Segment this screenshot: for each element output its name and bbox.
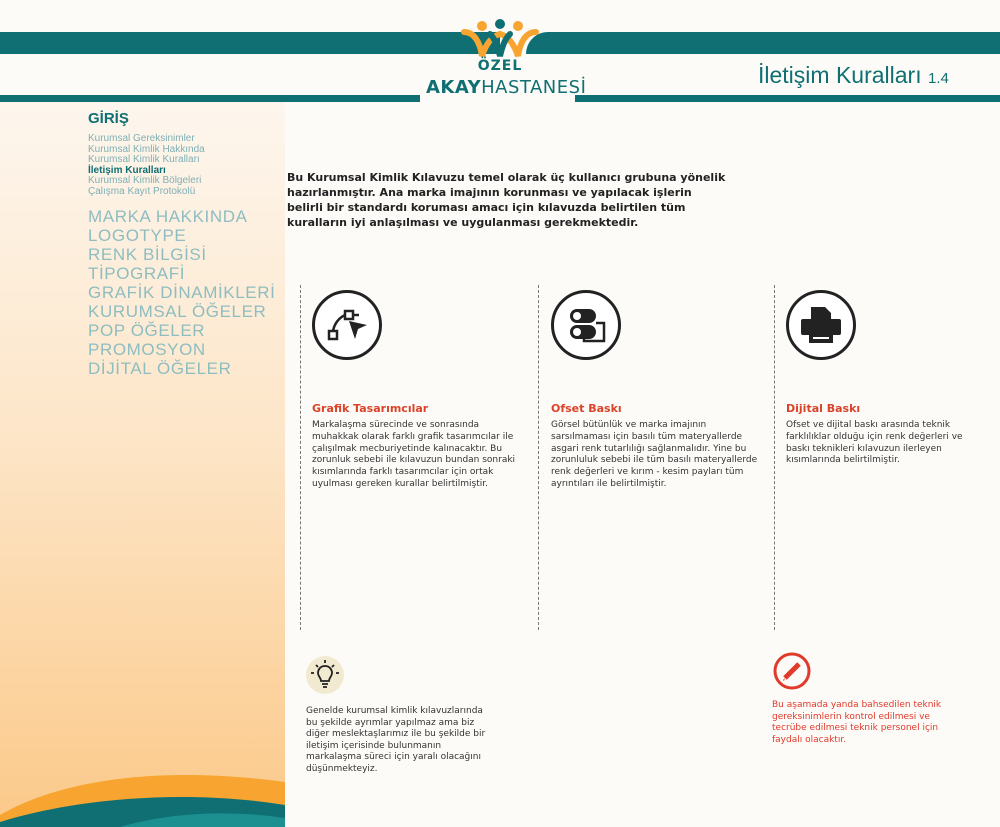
column-title-dijital-baski: Dijital Baskı (786, 402, 861, 415)
sidebar-main-menu (88, 207, 275, 378)
sidebar-item-kurumsal-kimlik-kurallari[interactable]: Kurumsal Kimlik Kuralları (88, 154, 200, 166)
sidebar-item-dijital-ogeler[interactable]: DİJİTAL ÖĞELER (88, 359, 232, 378)
sidebar-item-pop-ogeler[interactable]: POP ÖĞELER (88, 321, 206, 340)
sidebar-item-kurumsal-ogeler[interactable]: KURUMSAL ÖĞELER (88, 302, 267, 321)
offset-rollers-icon (551, 290, 621, 360)
warning-text: Bu aşamada yanda bahsedilen teknik gereksinimlerin kontrol edilmesi ve tecrübe edilmesi teknik personel için faydalı olacaktır. (772, 700, 942, 745)
tip-text: Genelde kurumsal kimlik kılavuzlarında bu şekilde ayrımlar yapılmaz ama biz diğer meslektaşlarımız ile bu şekilde bir iletişim içerisinde bulunmanın markalaşma süreci için yaralı olacağını düşünmekteyiz. (306, 706, 486, 774)
sidebar-item-renk-bilgisi[interactable]: RENK BİLGİSİ (88, 245, 207, 264)
sidebar-item-iletisim-kurallari[interactable]: İletişim Kuralları (88, 164, 166, 176)
sidebar-item-promosyon[interactable]: PROMOSYON (88, 340, 206, 359)
column-divider (300, 285, 301, 630)
sidebar-item-logotype[interactable]: LOGOTYPE (88, 226, 187, 245)
column-text-ofset-baski: Görsel bütünlük ve marka imajının sarsılmaması için basılı tüm materyallerde asgari renk tutarlılığı sağlanmalıdır. Yine bu zorunluluk sebebi ile tüm basılı materyallerde renk değerleri ve kırım - kesim payları tüm ayrıntıları ile belirtilmiştir. (551, 420, 758, 489)
intro-paragraph: Bu Kurumsal Kimlik Kılavuzu temel olarak üç kullanıcı grubuna yönelik hazırlanmıştır. Ana marka imajının korunması ve yapılacak işlerin belirli bir standardı koruması amacı için kılavuzda belirtilen tüm kuralların iyi anlaşılması ve uygulanması gerekmektedir. (287, 171, 726, 229)
header-rule-left (0, 95, 420, 102)
sidebar-item-grafik-dinamikleri[interactable]: GRAFİK DİNAMİKLERİ (88, 283, 276, 302)
brand-name-bold: AKAY (426, 77, 482, 98)
sidebar-item-kurumsal-kimlik-hakkinda[interactable]: Kurumsal Kimlik Hakkında (88, 143, 205, 155)
page-title-text: İletişim Kuralları (758, 62, 922, 88)
brand-prefix: ÖZEL (477, 58, 523, 74)
sidebar-item-tipografi[interactable]: TİPOGRAFİ (88, 264, 186, 283)
sidebar-section-head[interactable]: GİRİŞ (88, 110, 129, 127)
printer-glyph (789, 293, 853, 357)
printer-icon (786, 290, 856, 360)
sidebar-item-marka-hakkinda[interactable]: MARKA HAKKINDA (88, 207, 248, 226)
column-title-grafik-tasarimcilar: Grafik Tasarımcılar (312, 402, 429, 415)
sidebar-item-calisma-kayit-protokolu[interactable]: Çalışma Kayıt Protokolü (88, 185, 196, 197)
column-title-ofset-baski: Ofset Baskı (551, 402, 622, 415)
pencil-prohibited-icon (772, 651, 812, 691)
sidebar-wave-decoration (0, 760, 285, 827)
column-divider (774, 285, 775, 630)
brand-logo-figures-icon (458, 18, 542, 60)
lightbulb-icon (306, 656, 344, 694)
sidebar-submenu (88, 134, 205, 198)
vector-cursor-icon (312, 290, 382, 360)
lightbulb-glyph (306, 656, 344, 694)
pencil-prohibited-glyph (772, 651, 812, 691)
page-title (758, 62, 988, 89)
brand-name-rest: HASTANESİ (481, 77, 587, 98)
sidebar-item-kurumsal-gereksinimler[interactable]: Kurumsal Gereksinimler (88, 133, 195, 144)
page-number: 1.4 (928, 70, 949, 87)
vector-cursor-glyph (315, 293, 379, 357)
column-text-dijital-baski: Ofset ve dijital baskı arasında teknik farklılıklar olduğu için renk değerleri ve baskı teknikleri kılavuzun ilerleyen kısımlarında belirtilmiştir. (786, 420, 963, 466)
header-band-left (0, 32, 500, 54)
column-divider (538, 285, 539, 630)
offset-rollers-glyph (554, 293, 618, 357)
column-text-grafik-tasarimcilar: Markalaşma sürecinde ve sonrasında muhakkak olarak farklı grafik tasarımcılar ile çalışılmak mecburiyetinde kalınacaktır. Bu zorunluk sebebi ile kılavuzun bundan sonraki kısımlarında farklı tasarımcılar için ortak uyulması gereken kurallar belirtilmiştir. (312, 420, 516, 489)
brand-name (426, 77, 587, 98)
header-rule-right (575, 95, 1000, 102)
header-band-right (526, 32, 1000, 54)
sidebar-item-kurumsal-kimlik-bolgeleri[interactable]: Kurumsal Kimlik Bölgeleri (88, 175, 202, 187)
